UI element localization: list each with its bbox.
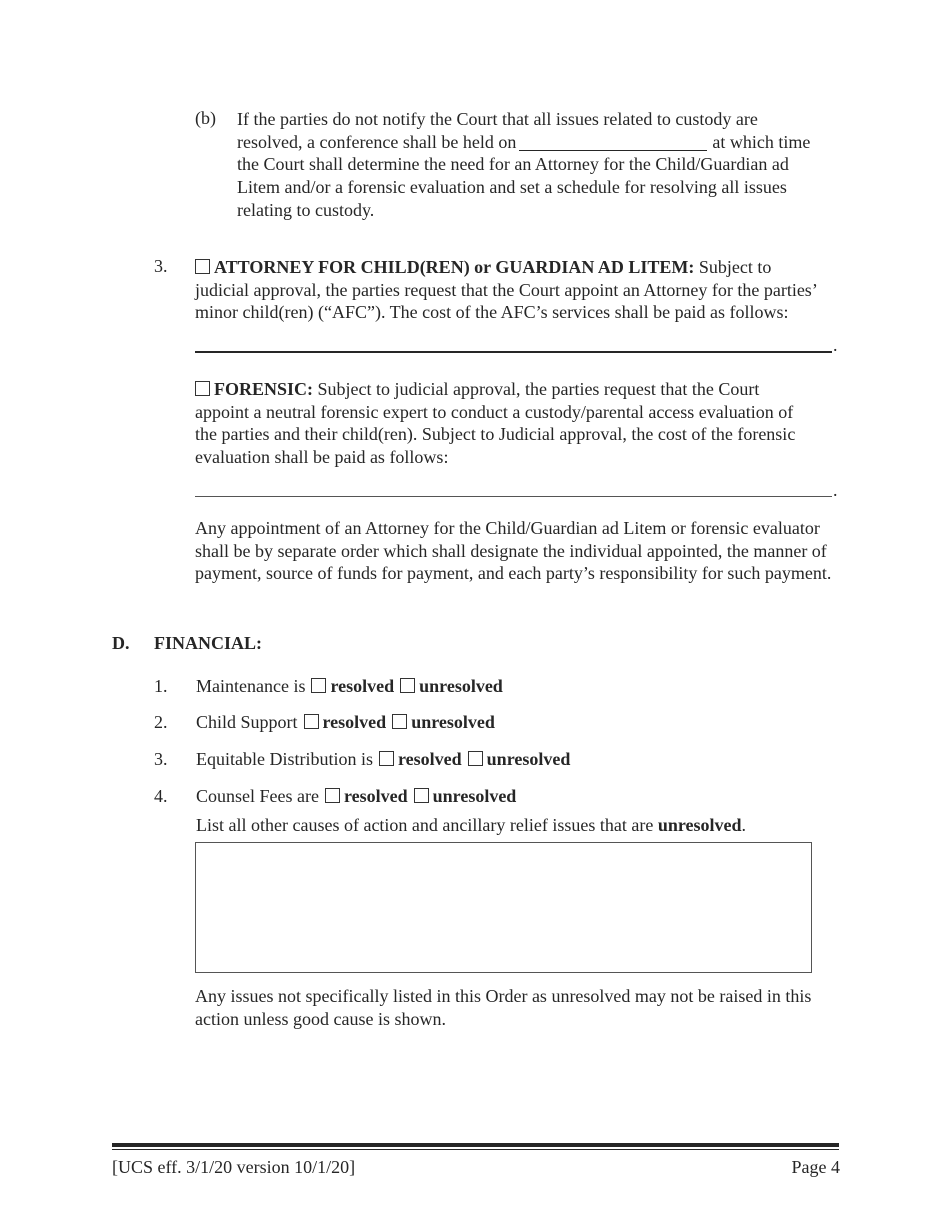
counsel-fees-unresolved-checkbox[interactable] [414,788,429,803]
resolved-label: resolved [322,712,387,732]
afc-payment-line[interactable] [195,351,832,353]
afc-line: judicial approval, the parties request that the Court appoint an Attorney for the parties’ [195,279,818,300]
afc-line1-rest: Subject to [698,257,772,277]
unresolved-label: unresolved [419,676,503,696]
financial-item-number: 2. [154,712,168,732]
para-b-line2-pre: resolved, a conference shall be held on [237,131,517,152]
footer-rule-thick [112,1143,839,1147]
maintenance-resolved-checkbox[interactable] [311,678,326,693]
resolved-label: resolved [330,676,395,696]
resolved-label: resolved [398,749,462,769]
forensic-line: the parties and their child(ren). Subject to Judicial approval, the cost of the forensic [195,424,796,445]
closing-line: Any issues not specifically listed in this Order as unresolved may not be raised in this [195,986,812,1006]
appointment-line: shall be by separate order which shall designate the individual appointed, the manner of [195,540,827,561]
other-issues-prompt [196,815,746,836]
closing-note [195,985,855,1030]
afc-checkbox[interactable] [195,259,210,274]
equitable-distribution-unresolved-checkbox[interactable] [468,751,483,766]
appointment-note [195,517,855,585]
financial-item-label: Counsel Fees are [196,786,319,806]
para-b-text [237,108,857,222]
unresolved-label: unresolved [432,786,517,806]
para-b-line: Litem and/or a forensic evaluation and set a schedule for resolving all issues [237,177,787,198]
child-support-resolved-checkbox[interactable] [304,714,319,729]
other-issues-prompt-pre: List all other causes of action and ancillary relief issues that are [196,815,654,835]
section-d-letter: D. [112,633,130,653]
para-b-label: (b) [195,108,216,128]
footer-version: [UCS eff. 3/1/20 version 10/1/20] [112,1157,356,1177]
forensic-paragraph [195,378,855,469]
afc-line [195,256,855,279]
child-support-unresolved-checkbox[interactable] [392,714,407,729]
forensic-line [195,378,855,401]
forensic-heading: FORENSIC: [214,379,314,399]
para-b-line: the Court shall determine the need for an Attorney for the Child/Guardian ad [237,154,789,175]
financial-item-text [196,749,570,770]
afc-line: minor child(ren) (“AFC”). The cost of the AFC’s services shall be paid as follows: [195,302,789,323]
forensic-line: evaluation shall be paid as follows: [195,447,449,468]
maintenance-unresolved-checkbox[interactable] [400,678,415,693]
forensic-line-end: . [833,480,838,500]
forensic-checkbox[interactable] [195,381,210,396]
para-b-line: relating to custody. [237,199,375,220]
financial-item-label: Equitable Distribution is [196,749,373,769]
conference-date-blank[interactable] [519,134,707,151]
other-issues-prompt-bold: unresolved [657,815,742,835]
financial-item-number: 3. [154,749,168,769]
para-b-line2-post: at which time [712,131,811,152]
footer-page-number: Page 4 [791,1157,840,1177]
financial-item-text [196,676,503,697]
afc-heading: ATTORNEY FOR CHILD(REN) or GUARDIAN AD LITEM: [214,257,695,277]
unresolved-label: unresolved [411,712,495,732]
forensic-payment-line[interactable] [195,496,832,497]
forensic-line1-rest: Subject to judicial approval, the parties request that the Court [317,379,760,399]
financial-item-text [196,786,516,807]
closing-line: action unless good cause is shown. [195,1008,446,1029]
appointment-line: payment, source of funds for payment, and each party’s responsibility for such payment. [195,563,832,584]
other-issues-prompt-post: . [741,815,747,835]
para-b-line: If the parties do not notify the Court that all issues related to custody are [237,109,758,129]
financial-item-text [196,712,495,733]
unresolved-label: unresolved [486,749,571,769]
para-b-line [237,131,857,154]
appointment-line: Any appointment of an Attorney for the Child/Guardian ad Litem or forensic evaluator [195,518,820,538]
resolved-label: resolved [343,786,408,806]
counsel-fees-resolved-checkbox[interactable] [325,788,340,803]
financial-item-label: Child Support [196,712,298,732]
footer-rule-thin [112,1149,839,1150]
equitable-distribution-resolved-checkbox[interactable] [379,751,394,766]
afc-paragraph [195,256,855,324]
financial-item-number: 1. [154,676,168,696]
item-3-number: 3. [154,256,168,276]
afc-line-end: . [833,335,838,355]
forensic-line: appoint a neutral forensic expert to conduct a custody/parental access evaluation of [195,401,794,422]
section-d-title: FINANCIAL: [154,633,262,653]
financial-item-number: 4. [154,786,168,806]
other-issues-textbox[interactable] [195,842,812,973]
financial-item-label: Maintenance is [196,676,306,696]
